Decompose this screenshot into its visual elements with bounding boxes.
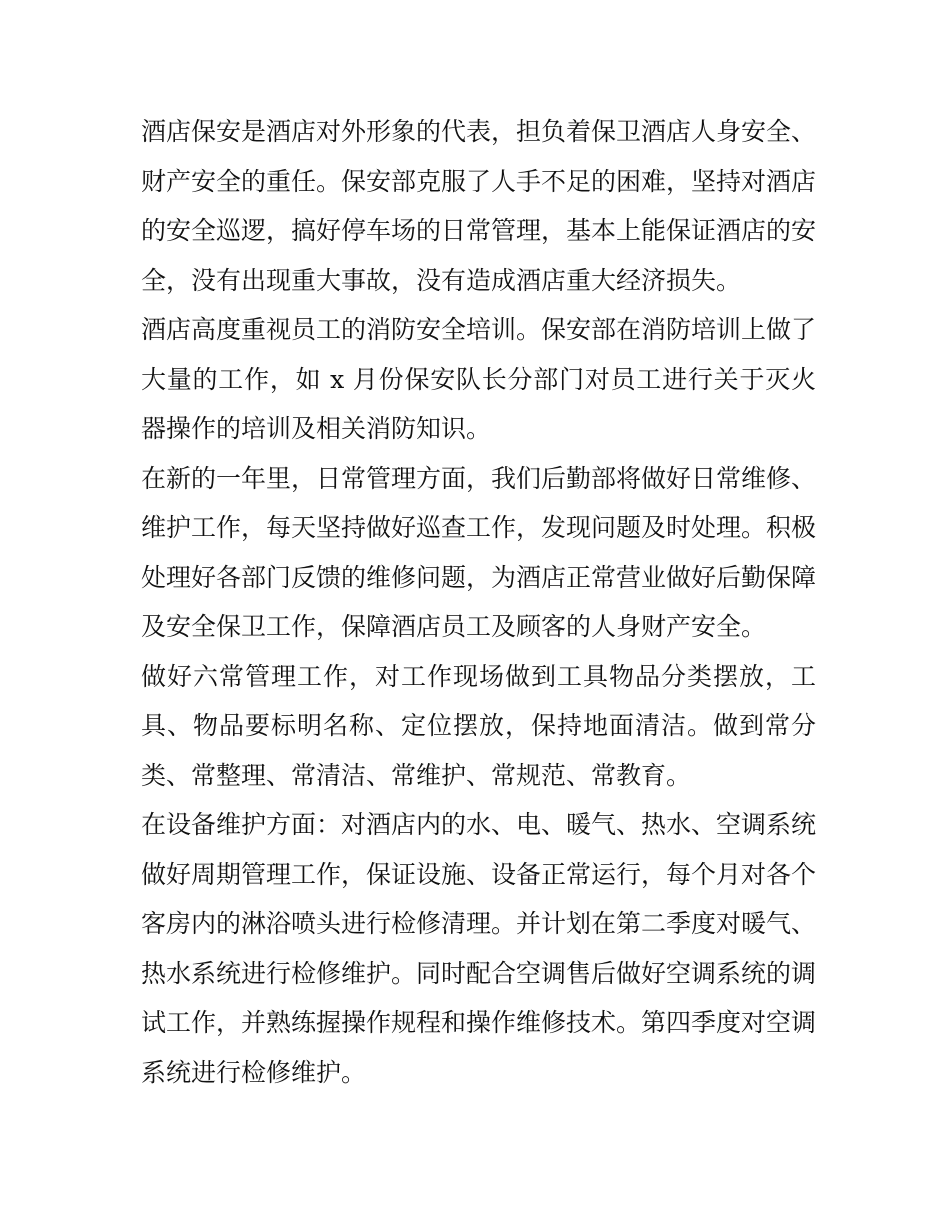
document-body	[141, 107, 816, 1097]
paragraph-equipment-maintenance: 在设备维护方面：对酒店内的水、电、暖气、热水、空调系统做好周期管理工作，保证设施、设备正常运行，每个月对各个客房内的淋浴喷头进行检修清理。并计划在第二季度对暖气、热水系统进行检修维护。同时配合空调售后做好空调系统的调试工作，并熟练握操作规程和操作维修技术。第四季度对空调系统进行检修维护。	[141, 810, 817, 1087]
paragraph-security: 酒店保安是酒店对外形象的代表，担负着保卫酒店人身安全、财产安全的重任。保安部克服了人手不足的困难，坚持对酒店的安全巡逻，搞好停车场的日常管理，基本上能保证酒店的安全，没有出现重大事故，没有造成酒店重大经济损失。	[141, 117, 817, 295]
paragraph-six-constants: 做好六常管理工作，对工作现场做到工具物品分类摆放，工具、物品要标明名称、定位摆放，保持地面清洁。做到常分类、常整理、常清洁、常维护、常规范、常教育。	[141, 661, 816, 790]
paragraph-fire-training: 酒店高度重视员工的消防安全培训。保安部在消防培训上做了大量的工作，如 x 月份保安队长分部门对员工进行关于灭火器操作的培训及相关消防知识。	[141, 315, 817, 443]
paragraph-daily-management: 在新的一年里，日常管理方面，我们后勤部将做好日常维修、维护工作，每天坚持做好巡查工作，发现问题及时处理。积极处理好各部门反馈的维修问题，为酒店正常营业做好后勤保障及安全保卫工作，保障酒店员工及顾客的人身财产安全。	[141, 463, 817, 641]
